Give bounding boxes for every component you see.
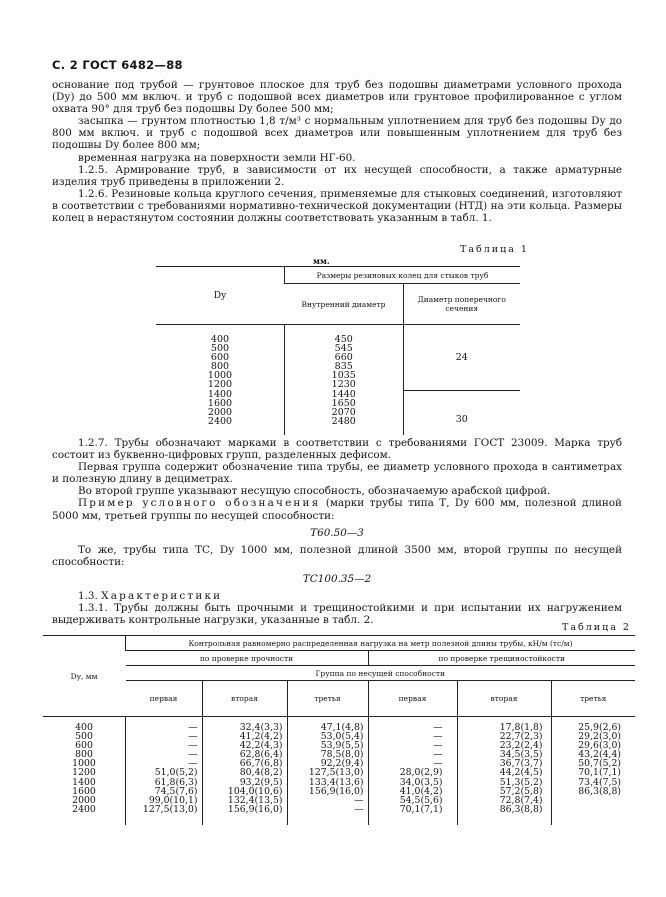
t2-header-g2: вторая xyxy=(202,681,287,717)
t2-cell: 62,8(6,4) xyxy=(239,749,283,761)
t2-cell: 86,3(8,8) xyxy=(578,785,621,797)
t2-header-g6: третья xyxy=(551,681,635,717)
t1-section-a xyxy=(404,325,521,391)
t2-cell: — xyxy=(433,740,443,752)
t2-cell: 41,0(4,2) xyxy=(399,785,443,797)
t2-cell: 23,2(2,4) xyxy=(499,740,543,752)
t2-cell: 17,8(1,8) xyxy=(499,722,543,733)
t2-cell: 61,8(6,3) xyxy=(154,776,198,788)
paragraph-load: временная нагрузка на поверхности земли НГ-60. xyxy=(78,151,356,164)
t2-col-dy xyxy=(43,717,126,826)
paragraph-first-group: Первая группа содержит обозначение типа трубы, ее диаметр условного прохода в сантиметрах и полезную длину в дециметрах. xyxy=(52,461,622,486)
t2-cell: — xyxy=(354,803,364,815)
t1-cell: 1230 xyxy=(331,379,356,391)
t2-cell: 36,7(3,7) xyxy=(499,758,543,770)
t2-cell: — xyxy=(188,722,198,733)
t2-cell: 42,2(4,3) xyxy=(239,740,283,752)
t2-cell: 70,1(7,1) xyxy=(399,803,443,815)
t2-cell: 25,9(2,6) xyxy=(578,722,621,733)
t2-cell: 104,0(10,6) xyxy=(227,785,283,797)
t2-cell: 2000 xyxy=(72,794,96,806)
t2-cell: 1600 xyxy=(72,785,96,797)
t2-cell: 44,2(4,5) xyxy=(499,767,543,779)
t1-section-b xyxy=(404,391,521,425)
t2-cell: 41,2(4,2) xyxy=(239,731,283,743)
t1-col-inner xyxy=(285,325,404,436)
t2-cell: 28,0(2,9) xyxy=(399,767,443,779)
t2-col-s1 xyxy=(126,717,203,826)
t2-cell: 70,1(7,1) xyxy=(578,767,621,779)
example-lead: Пример условного обозначения xyxy=(78,497,321,510)
t1-header-group: Размеры резиновых колец для стыков труб xyxy=(285,267,521,284)
t2-cell: 92,2(9,4) xyxy=(320,758,364,770)
t2-cell: 133,4(13,6) xyxy=(308,776,364,788)
t2-header-dy: Dу, мм xyxy=(43,636,126,717)
t2-cell: 1000 xyxy=(72,758,96,770)
t2-cell: 93,2(9,5) xyxy=(239,776,283,788)
paragraph-example xyxy=(52,497,622,521)
paragraph-1-2-6: 1.2.6. Резиновые кольца круглого сечения, применяемые для стыковых соединений, изготовляют в соответствии с требованиями нормативно-технической документации (НТД) на эти кольца. Размеры колец в нерастянутом состоянии должны соответствовать указанным в табл. 1. xyxy=(52,187,622,225)
t1-cell: 2400 xyxy=(207,415,233,427)
text-body xyxy=(52,79,622,224)
paragraph-same: То же, трубы типа ТС, Dу 1000 мм, полезной длиной 3500 мм, второй группы по несущей способности: xyxy=(52,543,622,568)
t1-cell: 1000 xyxy=(207,370,233,382)
t2-cell: 600 xyxy=(75,740,93,752)
t1-cell: 545 xyxy=(334,343,353,355)
t2-cell: — xyxy=(433,758,443,770)
t2-cell: 22,7(2,3) xyxy=(499,731,543,743)
t2-cell: 29,2(3,0) xyxy=(578,731,621,743)
paragraph-1-2-7: 1.2.7. Трубы обозначают марками в соответствии с требованиями ГОСТ 23009. Марка труб состоит из буквенно-цифровых групп, разделенных дефисом. xyxy=(52,437,622,462)
t2-cell: — xyxy=(188,749,198,761)
t1-header-section: Диаметр поперечного сечения xyxy=(403,284,520,325)
t2-cell: 156,9(16,0) xyxy=(227,803,283,815)
t2-col-c1 xyxy=(368,717,457,826)
t1-cell: 2070 xyxy=(331,406,356,418)
t2-cell: — xyxy=(188,758,198,770)
t2-header-g4: первая xyxy=(368,681,457,717)
t2-cell: 43,2(4,4) xyxy=(578,749,621,761)
t1-cell: 800 xyxy=(210,361,230,373)
t2-cell: 34,5(3,5) xyxy=(499,749,543,761)
t2-cell: 132,4(13,5) xyxy=(227,794,283,806)
example-rest: (марки трубы типа Т, Dу 600 мм, полезной длиной 5000 мм, третьей группы по несущей способности: xyxy=(52,497,622,522)
t2-cell: 34,0(3,5) xyxy=(399,776,443,788)
t2-cell: 2400 xyxy=(72,803,96,815)
t2-cell: 86,3(8,8) xyxy=(499,803,543,815)
section-title: Характеристики xyxy=(101,590,223,603)
t2-cell: 72,8(7,4) xyxy=(499,794,543,806)
t2-cell: 73,4(7,5) xyxy=(578,776,621,788)
t1-cell: 1035 xyxy=(331,370,356,382)
t2-cell: 400 xyxy=(75,722,93,733)
t2-cell: — xyxy=(433,722,443,733)
t2-cell: 127,5(13,0) xyxy=(142,803,198,815)
t2-col-c3 xyxy=(551,717,635,826)
t2-col-c2 xyxy=(457,717,551,826)
t2-cell xyxy=(552,805,622,814)
t1-cell: 1400 xyxy=(207,388,233,400)
t2-cell: 80,4(8,2) xyxy=(239,767,283,779)
t2-cell: 74,5(7,6) xyxy=(154,785,198,797)
t2-header-g3: третья xyxy=(287,681,368,717)
t1-header-inner: Внутренний диаметр xyxy=(285,284,404,325)
t2-cell: 66,7(6,8) xyxy=(239,758,283,770)
paragraph-1-2-5: 1.2.5. Армирование труб, в зависимости от их несущей способности, а также арматурные изделия труб приведены в приложении 2. xyxy=(52,163,622,188)
t2-cell: 29,6(3,0) xyxy=(578,740,621,752)
t2-cell: 1200 xyxy=(72,767,96,779)
t2-cell: 57,2(5,8) xyxy=(499,785,543,797)
t2-cell: 800 xyxy=(75,749,93,761)
t2-cell: 99,0(10,1) xyxy=(148,794,198,806)
t2-cell: 500 xyxy=(75,731,93,743)
t2-cell: 53,0(5,4) xyxy=(320,731,364,743)
t2-cell: 50,7(5,2) xyxy=(578,758,621,770)
t2-header-g5: вторая xyxy=(457,681,551,717)
section-number: 1.3. xyxy=(78,590,102,603)
t2-header-top: Контрольная равномерно распределенная нагрузка на метр полезной длины трубы, кН/м (тс/м) xyxy=(126,636,636,651)
t2-cell: — xyxy=(433,731,443,743)
t2-cell: 1400 xyxy=(72,776,96,788)
paragraph-1-3-1: 1.3.1. Трубы должны быть прочными и трещиностойкими и при испытании их нагружением выдерживать контрольные нагрузки, указанные в табл. 2. xyxy=(52,602,622,627)
mark-example-2: ТС100.35—2 xyxy=(302,572,372,585)
t2-col-s2 xyxy=(202,717,287,826)
t1-cell: 1200 xyxy=(207,379,233,391)
paragraph-second-group: Во второй группе указывают несущую способность, обозначаемую арабской цифрой. xyxy=(78,485,551,498)
t2-cell: 51,0(5,2) xyxy=(154,767,198,779)
t2-header-crack: по проверке трещиностойкости xyxy=(368,651,635,666)
t2-col-s3 xyxy=(287,717,368,826)
t2-cell: 32,4(3,3) xyxy=(239,722,283,733)
t2-cell: 53,9(5,5) xyxy=(320,740,364,752)
table-1 xyxy=(156,266,520,435)
mark-example-1: Т60.50—3 xyxy=(310,526,364,539)
section-1-3 xyxy=(52,590,622,602)
t1-cell: 2480 xyxy=(331,415,356,427)
t1-col-section xyxy=(403,325,520,436)
t2-cell: 78,5(8,0) xyxy=(320,749,364,761)
paragraph-foundation: основание под трубой — грунтовое плоское для труб без подошвы диаметрами условного прохода (Dу) до 500 мм включ. и труб с подошвой всех диаметров или грунтовое профилированное с углом охвата 90° для труб без подошвы Dу более 500 мм; xyxy=(52,79,622,116)
t1-cell: 30 xyxy=(455,414,468,425)
t2-cell: 51,3(5,2) xyxy=(499,776,543,788)
table-2 xyxy=(43,635,635,825)
t1-col-dy xyxy=(156,325,285,436)
t2-header-strength: по проверке прочности xyxy=(126,651,369,666)
t1-cell: 450 xyxy=(334,334,353,345)
t2-cell: 156,9(16,0) xyxy=(308,785,364,797)
t2-cell: 127,5(13,0) xyxy=(308,767,364,779)
t1-cell: 500 xyxy=(210,343,230,355)
t1-cell: 1600 xyxy=(207,397,233,409)
t2-cell: — xyxy=(433,749,443,761)
t2-cell: — xyxy=(188,731,198,743)
table1-unit: мм. xyxy=(313,256,330,266)
t2-cell: 47,1(4,8) xyxy=(320,722,364,733)
t1-cell: 1440 xyxy=(331,388,356,400)
t1-cell: 400 xyxy=(210,334,230,345)
t1-cell: 1650 xyxy=(331,397,356,409)
t2-header-group: Группа по несущей способности xyxy=(126,666,636,681)
page-header: С. 2 ГОСТ 6482—88 xyxy=(52,58,183,72)
t1-cell: 660 xyxy=(334,352,353,364)
t2-cell xyxy=(552,796,622,805)
t1-cell: 835 xyxy=(334,361,353,373)
table1-caption: Таблица 1 xyxy=(460,244,529,255)
t2-header-g1: первая xyxy=(126,681,203,717)
t1-cell: 24 xyxy=(455,352,468,363)
t2-cell: — xyxy=(188,740,198,752)
t1-cell: 2000 xyxy=(207,406,233,418)
paragraph-backfill: засыпка — грунтом плотностью 1,8 т/м³ с нормальным уплотнением для труб без подошвы Dу до 800 мм включ. и труб с подошвой всех диаметров или повышенным уплотнением для труб без подошвы Dу более 800 мм; xyxy=(52,115,622,152)
t2-cell: — xyxy=(354,794,364,806)
t2-cell: 54,5(5,6) xyxy=(399,794,443,806)
t1-header-dy: Dу xyxy=(156,267,285,325)
t1-cell: 600 xyxy=(210,352,230,364)
text-body-2 xyxy=(52,437,622,626)
table2-caption: Таблица 2 xyxy=(562,622,631,633)
